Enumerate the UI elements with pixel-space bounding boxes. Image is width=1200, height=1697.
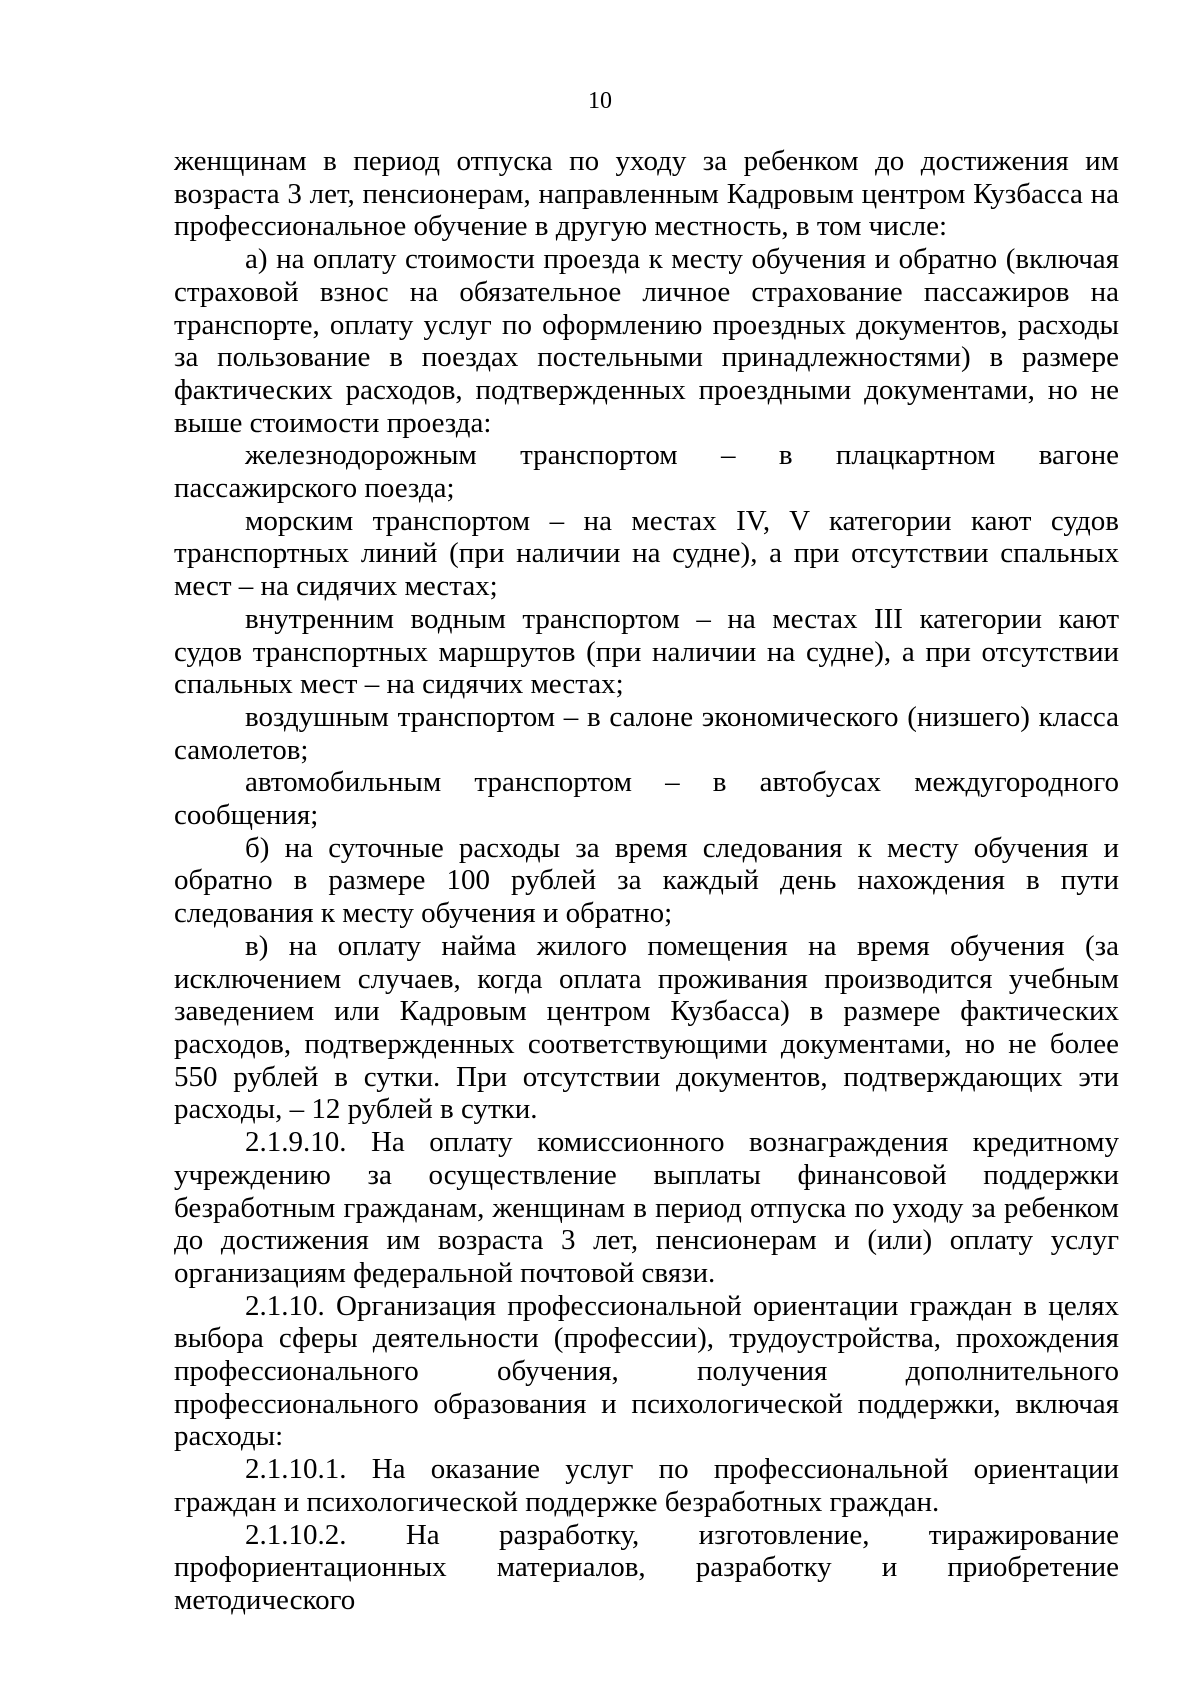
paragraph: в) на оплату найма жилого помещения на время обучения (за исключением случаев, когда оплата проживания производится учебным заведением или Кадровым центром Кузбасса) в размере фактических расходов, подтвержденных соответствующими документами, но не более 550 рублей в сутки. При отсутствии документов, подтверждающих эти расходы, – 12 рублей в сутки. <box>174 929 1119 1126</box>
paragraph: железнодорожным транспортом – в плацкартном вагоне пассажирского поезда; <box>174 439 1119 505</box>
paragraph: женщинам в период отпуска по уходу за ребенком до достижения им возраста 3 лет, пенсионерам, направленным Кадровым центром Кузбасса на профессиональное обучение в другую местность, в том числе: <box>174 145 1119 243</box>
paragraph: б) на суточные расходы за время следования к месту обучения и обратно в размере 100 рублей за каждый день нахождения в пути следования к месту обучения и обратно; <box>174 831 1119 930</box>
page-number: 10 <box>588 88 612 114</box>
paragraph: автомобильным транспортом – в автобусах междугородного сообщения; <box>174 766 1119 832</box>
paragraph: а) на оплату стоимости проезда к месту обучения и обратно (включая страховой взнос на обязательное личное страхование пассажиров на транспорте, оплату услуг по оформлению проездных документов, расходы за пользование в поездах постельными принадлежностями) в размере фактических расходов, подтвержденных проездными документами, но не выше стоимости проезда: <box>174 243 1119 439</box>
paragraph: морским транспортом – на местах IV, V категории кают судов транспортных линий (при наличии на судне), а при отсутствии спальных мест – на сидячих местах; <box>174 504 1119 603</box>
paragraph: 2.1.10. Организация профессиональной ориентации граждан в целях выбора сферы деятельности (профессии), трудоустройства, прохождения профессионального обучения, получения дополнительного профессионального образования и психологической поддержки, включая расходы: <box>174 1289 1119 1453</box>
paragraph: воздушным транспортом – в салоне экономического (низшего) класса самолетов; <box>174 700 1119 766</box>
paragraph: 2.1.9.10. На оплату комиссионного вознаграждения кредитному учреждению за осуществление выплаты финансовой поддержки безработным гражданам, женщинам в период отпуска по уходу за ребенком до достижения им возраста 3 лет, пенсионерам и (или) оплату услуг организациям федеральной почтовой связи. <box>174 1126 1119 1289</box>
document-body <box>174 145 1119 1617</box>
paragraph: 2.1.10.2. На разработку, изготовление, тиражирование профориентационных материалов, разработку и приобретение методического <box>174 1518 1119 1616</box>
paragraph: 2.1.10.1. На оказание услуг по профессиональной ориентации граждан и психологической поддержке безработных граждан. <box>174 1453 1119 1518</box>
paragraph: внутренним водным транспортом – на местах III категории кают судов транспортных маршрутов (при наличии на судне), а при отсутствии спальных мест – на сидячих местах; <box>174 602 1119 701</box>
